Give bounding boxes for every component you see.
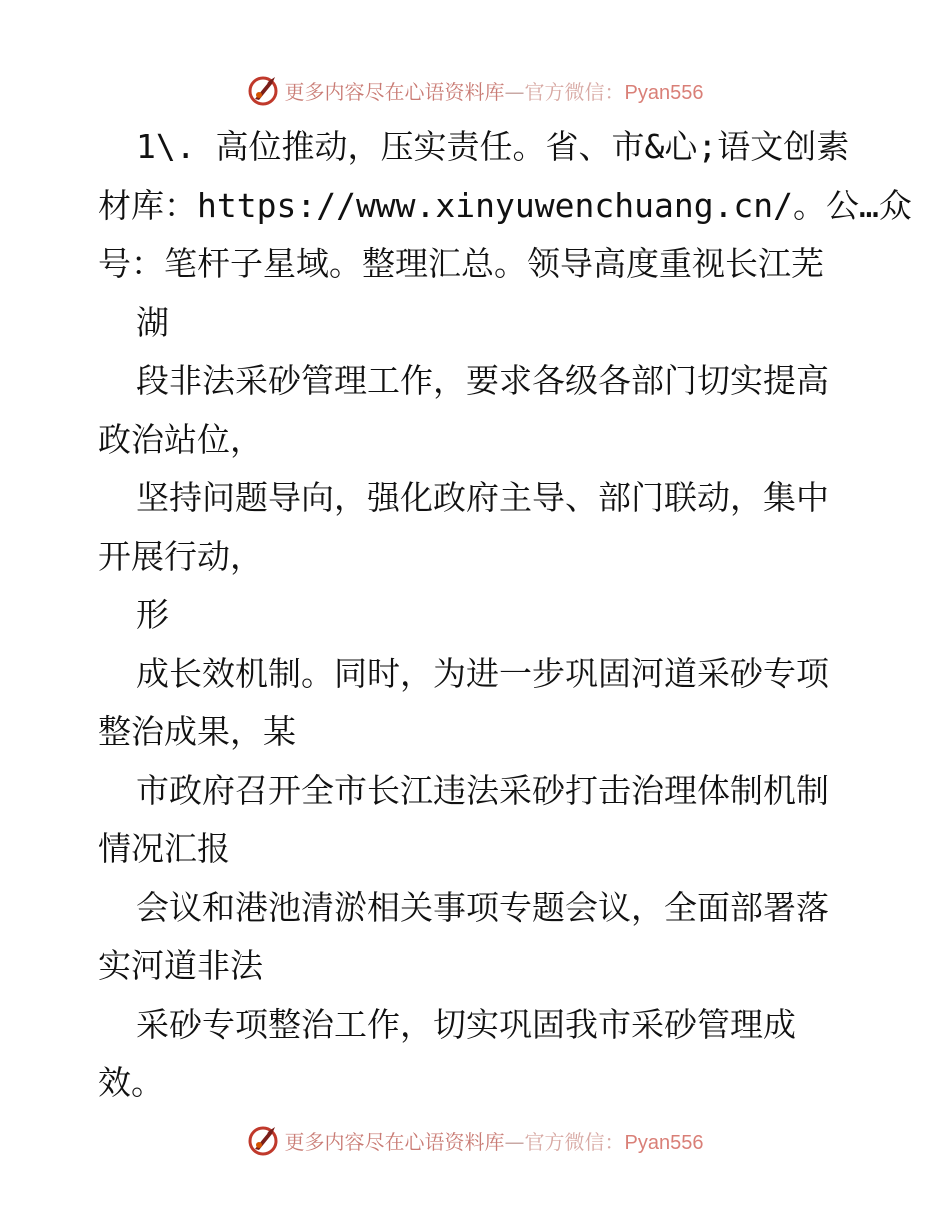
body-line-5: 段非法采砂管理工作，要求各级各部门切实提高 [136,361,829,400]
footer-wechat-label: 官方微信： [524,1129,625,1154]
body-line-3: 号：笔杆子星域。整理汇总。领导高度重视长江芜 [98,244,824,283]
body-line-15: 实河道非法 [98,946,263,985]
header-banner-text [285,76,704,105]
header-separator: — [504,79,525,104]
body-line-17: 效。 [98,1063,164,1102]
body-line-14: 会议和港池清淤相关事项专题会议，全面部署落 [136,887,829,927]
footer-wechat-account: Pyan556 [624,1131,704,1154]
body-line-16: 采砂专项整治工作，切实巩固我市采砂管理成 [136,1004,796,1044]
body-line-2: 材库：https://www.xinyuwenchuang.cn/。公…众 [98,185,912,225]
body-line-10: 成长效机制。同时，为进一步巩固河道采砂专项 [136,653,829,693]
footer-banner-inner [247,1123,704,1157]
header-banner-inner [247,73,704,107]
header-banner [0,70,950,110]
footer-site-name: 更多内容尽在心语资料库 [284,1129,505,1154]
body-line-7: 坚持问题导向，强化政府主导、部门联动，集中 [136,478,829,517]
quill-logo-icon [247,1123,281,1157]
body-line-4: 湖 [136,302,169,342]
body-line-11: 整治成果，某 [98,712,296,751]
footer-banner-text [285,1126,704,1155]
body-line-8: 开展行动， [98,536,263,576]
footer-separator: — [504,1129,525,1154]
quill-logo-icon [247,73,281,107]
document-body [98,118,912,1113]
header-wechat-label: 官方微信： [524,79,625,104]
header-wechat-account: Pyan556 [624,81,704,104]
footer-banner [0,1120,950,1160]
body-line-13: 情况汇报 [98,829,230,868]
body-line-9: 形 [136,595,169,634]
body-line-6: 政治站位， [98,419,263,459]
header-site-name: 更多内容尽在心语资料库 [284,79,505,104]
body-line-12: 市政府召开全市长江违法采砂打击治理体制机制 [136,770,829,810]
body-line-1: 1\. 高位推动，压实责任。省、市&心;语文创素 [136,127,850,166]
